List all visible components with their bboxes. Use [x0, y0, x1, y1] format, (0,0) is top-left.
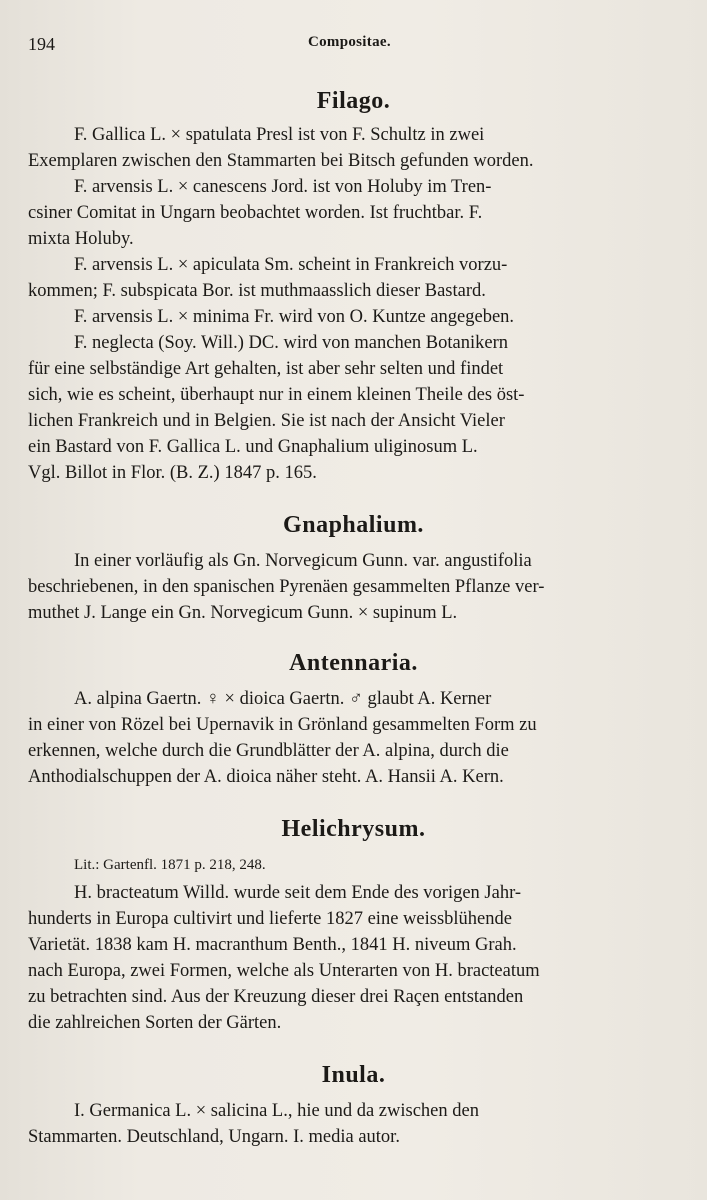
- text-line: sich, wie es scheint, überhaupt nur in einem kleinen Theile des öst-: [28, 385, 525, 405]
- text-line: beschriebenen, in den spanischen Pyrenäen gesammelten Pflanze ver-: [28, 577, 545, 597]
- section-title-filago: Filago.: [316, 88, 391, 114]
- text-line: A. alpina Gaertn. ♀ × dioica Gaertn. ♂ glaubt A. Kerner: [74, 689, 492, 709]
- filago-paragraph-4: [28, 304, 688, 330]
- text-line: Stammarten. Deutschland, Ungarn. I. media autor.: [28, 1127, 400, 1147]
- text-line: F. arvensis L. × canescens Jord. ist von Holuby im Tren-: [74, 177, 492, 197]
- section-title-helichrysum: Helichrysum.: [281, 816, 426, 842]
- text-line: F. arvensis L. × minima Fr. wird von O. Kuntze angegeben.: [74, 307, 515, 327]
- text-line: Varietät. 1838 kam H. macranthum Benth., 1841 H. niveum Grah.: [28, 935, 517, 955]
- text-line: die zahlreichen Sorten der Gärten.: [28, 1013, 282, 1033]
- text-line: für eine selbständige Art gehalten, ist aber sehr selten und findet: [28, 359, 504, 379]
- text-line: F. neglecta (Soy. Will.) DC. wird von manchen Botanikern: [74, 333, 508, 353]
- text-line: In einer vorläufig als Gn. Norvegicum Gunn. var. angustifolia: [74, 551, 532, 571]
- filago-paragraph-3: [28, 252, 688, 304]
- text-line: Exemplaren zwischen den Stammarten bei Bitsch gefunden worden.: [28, 151, 534, 171]
- running-title: Compositae.: [308, 34, 391, 50]
- section-title-gnaphalium: Gnaphalium.: [283, 512, 424, 538]
- section-title-inula: Inula.: [321, 1062, 386, 1088]
- filago-paragraph-5: [28, 330, 688, 486]
- text-line: H. bracteatum Willd. wurde seit dem Ende des vorigen Jahr-: [74, 883, 522, 903]
- inula-paragraph-1: [28, 1098, 688, 1150]
- helichrysum-paragraph-1: [28, 880, 688, 1036]
- text-line: Vgl. Billot in Flor. (B. Z.) 1847 p. 165.: [28, 463, 317, 483]
- filago-paragraph-1: [28, 122, 688, 174]
- text-line: nach Europa, zwei Formen, welche als Unterarten von H. bracteatum: [28, 961, 540, 981]
- text-line: mixta Holuby.: [28, 229, 134, 249]
- text-line: ein Bastard von F. Gallica L. und Gnaphalium uliginosum L.: [28, 437, 478, 457]
- filago-paragraph-2: [28, 174, 688, 252]
- text-line: erkennen, welche durch die Grundblätter der A. alpina, durch die: [28, 741, 509, 761]
- text-line: hunderts in Europa cultivirt und lieferte 1827 eine weissblühende: [28, 909, 512, 929]
- text-line: Anthodialschuppen der A. dioica näher steht. A. Hansii A. Kern.: [28, 767, 504, 787]
- text-line: I. Germanica L. × salicina L., hie und da zwischen den: [74, 1101, 479, 1121]
- text-line: F. Gallica L. × spatulata Presl ist von F. Schultz in zwei: [74, 125, 485, 145]
- gnaphalium-paragraph-1: [28, 548, 688, 626]
- section-title-antennaria: Antennaria.: [289, 650, 418, 676]
- text-line: muthet J. Lange ein Gn. Norvegicum Gunn. × supinum L.: [28, 603, 458, 623]
- text-line: kommen; F. subspicata Bor. ist muthmaasslich dieser Bastard.: [28, 281, 486, 301]
- text-line: csiner Comitat in Ungarn beobachtet worden. Ist fruchtbar. F.: [28, 203, 483, 223]
- text-line: in einer von Rözel bei Upernavik in Grönland gesammelten Form zu: [28, 715, 537, 735]
- antennaria-paragraph-1: [28, 686, 688, 790]
- text-line: lichen Frankreich und in Belgien. Sie ist nach der Ansicht Vieler: [28, 411, 505, 431]
- text-line: zu betrachten sind. Aus der Kreuzung dieser drei Raçen entstanden: [28, 987, 524, 1007]
- text-line: F. arvensis L. × apiculata Sm. scheint in Frankreich vorzu-: [74, 255, 508, 275]
- literature-reference: Lit.: Gartenfl. 1871 p. 218, 248.: [74, 857, 266, 873]
- page-number: 194: [28, 34, 55, 54]
- page-header: [28, 34, 688, 58]
